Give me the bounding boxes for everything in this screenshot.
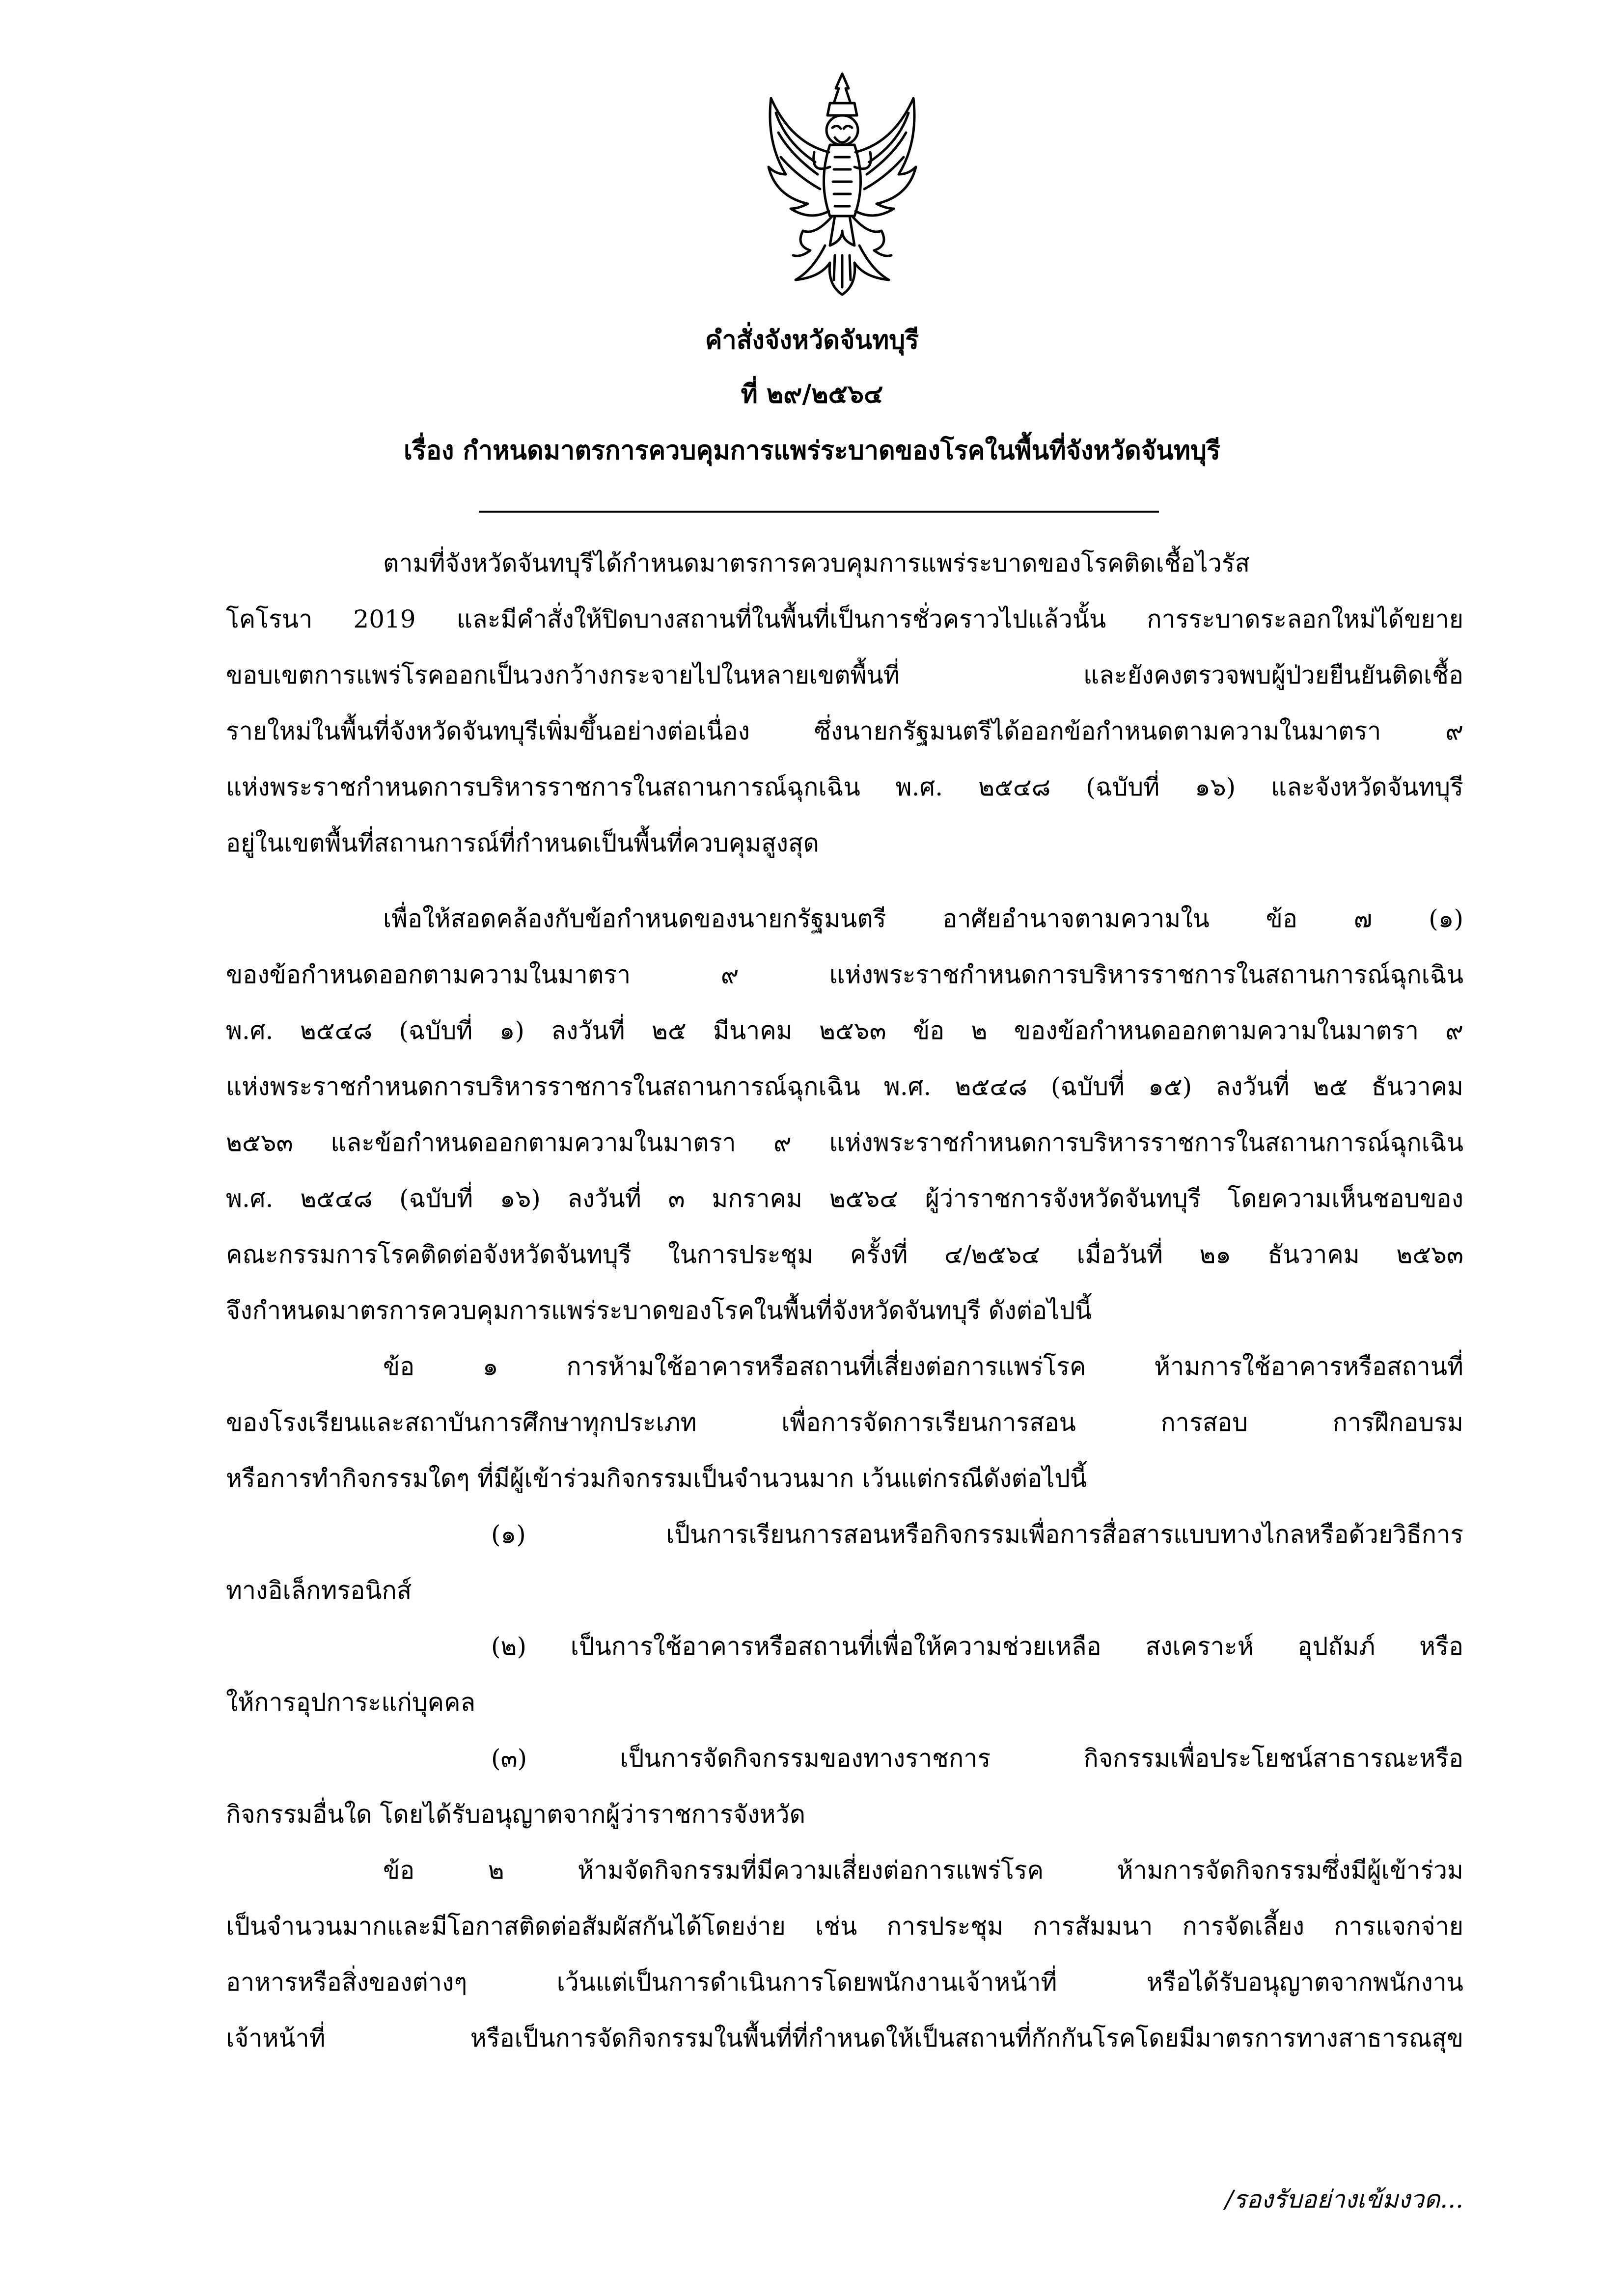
header-divider — [479, 511, 1159, 513]
body-line: พ.ศ. ๒๕๔๘ (ฉบับที่ ๑) ลงวันที่ ๒๕ มีนาคม ๒๕๖๓ ข้อ ๒ ของข้อกำหนดออกตามความในมาตรา ๙ — [226, 1016, 1463, 1045]
body-line: ของข้อกำหนดออกตามความในมาตรา ๙ แห่งพระราชกำหนดการบริหารราชการในสถานการณ์ฉุกเฉิน — [226, 960, 1463, 989]
garuda-emblem-icon — [756, 69, 928, 300]
body-line: เป็นจำนวนมากและมีโอกาสติดต่อสัมผัสกันได้โดยง่าย เช่น การประชุม การสัมมนา การจัดเลี้ยง การแจกจ่าย — [226, 1912, 1463, 1941]
body-line: (๓) เป็นการจัดกิจกรรมของทางราชการ กิจกรรมเพื่อประโยชน์สาธารณะหรือ — [491, 1744, 1463, 1773]
body-line: อยู่ในเขตพื้นที่สถานการณ์ที่กำหนดเป็นพื้นที่ควบคุมสูงสุด — [226, 829, 820, 857]
body-line: (๒) เป็นการใช้อาคารหรือสถานที่เพื่อให้ความช่วยเหลือ สงเคราะห์ อุปถัมภ์ หรือ — [491, 1632, 1463, 1661]
body-line: ขอบเขตการแพร่โรคออกเป็นวงกว้างกระจายไปในหลายเขตพื้นที่ และยังคงตรวจพบผู้ป่วยยืนยันติดเชื้อ — [226, 661, 1463, 689]
body-line: รายใหม่ในพื้นที่จังหวัดจันทบุรีเพิ่มขึ้นอย่างต่อเนื่อง ซึ่งนายกรัฐมนตรีได้ออกข้อกำหนดตามความในมาตรา ๙ — [226, 717, 1463, 745]
document-body — [226, 535, 1463, 2066]
order-title: คำสั่งจังหวัดจันทบุรี — [705, 325, 919, 355]
body-line: (๑) เป็นการเรียนการสอนหรือกิจกรรมเพื่อการสื่อสารแบบทางไกลหรือด้วยวิธีการ — [491, 1520, 1463, 1549]
body-line: หรือการทำกิจกรรมใดๆ ที่มีผู้เข้าร่วมกิจกรรมเป็นจำนวนมาก เว้นแต่กรณีดังต่อไปนี้ — [226, 1464, 1087, 1493]
body-line: ข้อ ๒ ห้ามจัดกิจกรรมที่มีความเสี่ยงต่อการแพร่โรค ห้ามการจัดกิจกรรมซึ่งมีผู้เข้าร่วม — [383, 1856, 1463, 1885]
body-line: คณะกรรมการโรคติดต่อจังหวัดจันทบุรี ในการประชุม ครั้งที่ ๔/๒๕๖๔ เมื่อวันที่ ๒๑ ธันวาคม ๒๕๖๓ — [226, 1240, 1463, 1269]
body-line: อาหารหรือสิ่งของต่างๆ เว้นแต่เป็นการดำเนินการโดยพนักงานเจ้าหน้าที่ หรือได้รับอนุญาตจากพนักงาน — [226, 1968, 1463, 1996]
body-line: ตามที่จังหวัดจันทบุรีได้กำหนดมาตรการควบคุมการแพร่ระบาดของโรคติดเชื้อไวรัส — [383, 549, 1250, 577]
order-number: ที่ ๒๙/๒๕๖๔ — [741, 379, 883, 409]
body-line: ของโรงเรียนและสถาบันการศึกษาทุกประเภท เพื่อการจัดการเรียนการสอน การสอบ การฝึกอบรม — [226, 1408, 1463, 1437]
body-line: ๒๕๖๓ และข้อกำหนดออกตามความในมาตรา ๙ แห่งพระราชกำหนดการบริหารราชการในสถานการณ์ฉุกเฉิน — [226, 1128, 1463, 1157]
body-line: ทางอิเล็กทรอนิกส์ — [226, 1576, 412, 1605]
body-line: โคโรนา 2019 และมีคำสั่งให้ปิดบางสถานที่ในพื้นที่เป็นการชั่วคราวไปแล้วนั้น การระบาดระลอกใหม่ได้ขยาย — [226, 605, 1463, 633]
body-line: แห่งพระราชกำหนดการบริหารราชการในสถานการณ์ฉุกเฉิน พ.ศ. ๒๕๔๘ (ฉบับที่ ๑๖) และจังหวัดจันทบุรี — [226, 773, 1463, 801]
body-line: ข้อ ๑ การห้ามใช้อาคารหรือสถานที่เสี่ยงต่อการแพร่โรค ห้ามการใช้อาคารหรือสถานที่ — [383, 1352, 1463, 1381]
body-line: แห่งพระราชกำหนดการบริหารราชการในสถานการณ์ฉุกเฉิน พ.ศ. ๒๕๔๘ (ฉบับที่ ๑๕) ลงวันที่ ๒๕ ธันวาคม — [226, 1072, 1463, 1101]
body-line: กิจกรรมอื่นใด โดยได้รับอนุญาตจากผู้ว่าราชการจังหวัด — [226, 1800, 806, 1829]
body-line: จึงกำหนดมาตรการควบคุมการแพร่ระบาดของโรคในพื้นที่จังหวัดจันทบุรี ดังต่อไปนี้ — [226, 1296, 1092, 1325]
continuation-note: /รองรับอย่างเข้มงวด... — [1225, 2185, 1463, 2214]
body-line: ให้การอุปการะแก่บุคคล — [226, 1688, 476, 1717]
order-subject: เรื่อง กำหนดมาตรการควบคุมการแพร่ระบาดของโรคในพื้นที่จังหวัดจันทบุรี — [404, 436, 1220, 465]
body-line: เจ้าหน้าที่ หรือเป็นการจัดกิจกรรมในพื้นที่ที่กำหนดให้เป็นสถานที่กักกันโรคโดยมีมาตรการทางสาธารณสุข — [226, 2024, 1463, 2052]
body-line: เพื่อให้สอดคล้องกับข้อกำหนดของนายกรัฐมนตรี อาศัยอำนาจตามความใน ข้อ ๗ (๑) — [383, 904, 1463, 933]
body-line: พ.ศ. ๒๕๔๘ (ฉบับที่ ๑๖) ลงวันที่ ๓ มกราคม ๒๕๖๔ ผู้ว่าราชการจังหวัดจันทบุรี โดยความเห็นชอบของ — [226, 1184, 1463, 1213]
